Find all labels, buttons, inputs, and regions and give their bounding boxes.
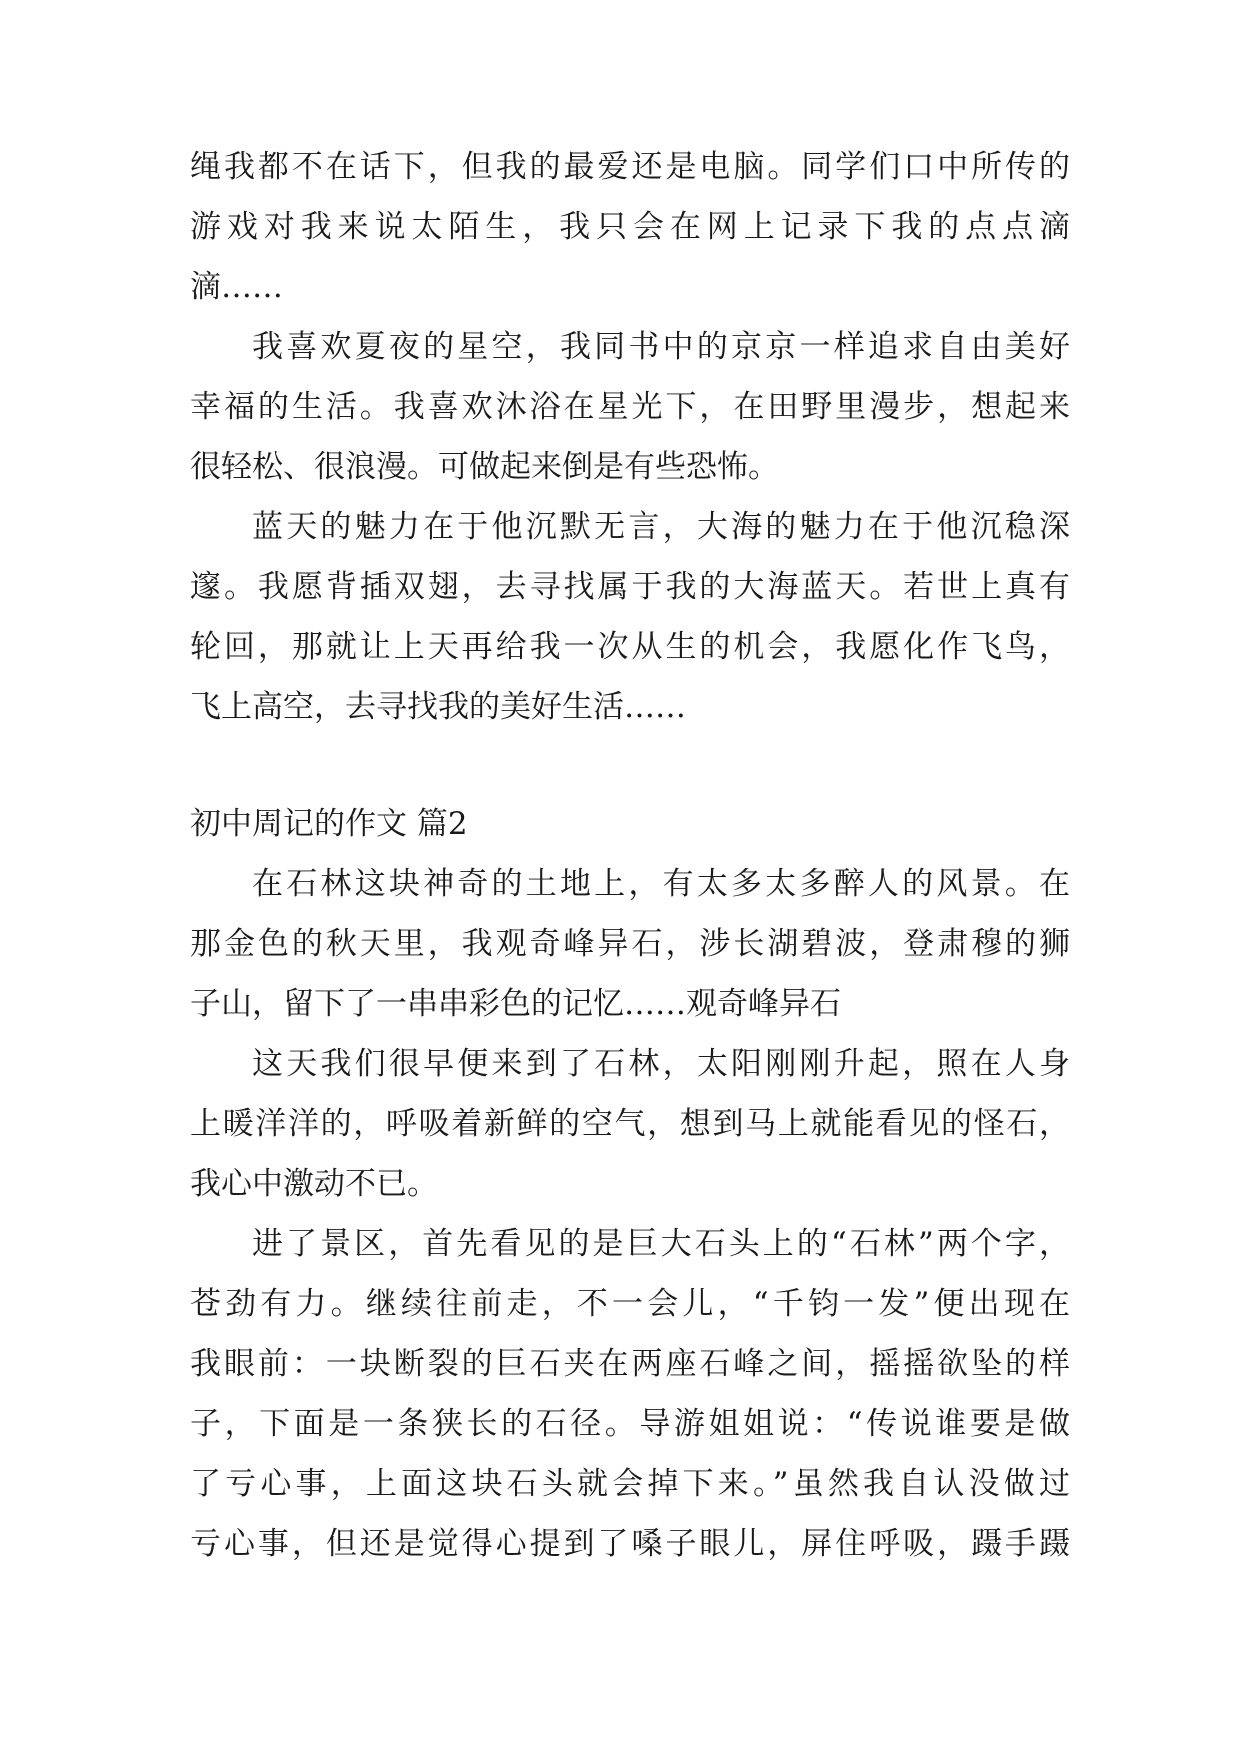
paragraph-line: 邃。我愿背插双翅，去寻找属于我的大海蓝天。若世上真有: [190, 569, 1070, 605]
paragraph-line: 我眼前：一块断裂的巨石夹在两座石峰之间，摇摇欲坠的样: [190, 1346, 1070, 1382]
paragraph-line: 上暖洋洋的，呼吸着新鲜的空气，想到马上就能看见的怪石，: [190, 1106, 1070, 1142]
paragraph-line: 幸福的生活。我喜欢沐浴在星光下，在田野里漫步，想起来: [190, 389, 1070, 425]
paragraph-line: 亏心事，但还是觉得心提到了嗓子眼儿，屏住呼吸，蹑手蹑: [190, 1526, 1070, 1562]
paragraph-line: 蓝天的魅力在于他沉默无言，大海的魅力在于他沉稳深: [252, 509, 1070, 545]
paragraph-line: 游戏对我来说太陌生，我只会在网上记录下我的点点滴: [190, 209, 1070, 245]
paragraph-line: 飞上高空，去寻找我的美好生活……: [190, 689, 686, 725]
bottom-text-block: [190, 854, 1070, 1574]
paragraph-line: 我喜欢夏夜的星空，我同书中的京京一样追求自由美好: [252, 329, 1070, 365]
paragraph-line: 滴……: [190, 269, 283, 305]
paragraph-line: 这天我们很早便来到了石林，太阳刚刚升起，照在人身: [252, 1046, 1070, 1082]
paragraph-line: 子，下面是一条狭长的石径。导游姐姐说：“传说谁要是做: [190, 1406, 1070, 1442]
paragraph-line: 那金色的秋天里，我观奇峰异石，涉长湖碧波，登肃穆的狮: [190, 926, 1070, 962]
paragraph-line: 在石林这块神奇的土地上，有太多太多醉人的风景。在: [252, 866, 1070, 902]
paragraph-line: 苍劲有力。继续往前走，不一会儿，“千钧一发”便出现在: [190, 1286, 1070, 1322]
paragraph-line: 子山，留下了一串串彩色的记忆……观奇峰异石: [190, 986, 841, 1022]
paragraph-line: 我心中激动不已。: [190, 1166, 438, 1202]
section-heading: 初中周记的作文 篇2: [190, 806, 468, 842]
paragraph-line: 进了景区，首先看见的是巨大石头上的“石林”两个字，: [252, 1226, 1070, 1262]
paragraph-line: 了亏心事，上面这块石头就会掉下来。”虽然我自认没做过: [190, 1466, 1070, 1502]
top-text-block: [190, 137, 1070, 737]
paragraph-line: 很轻松、很浪漫。可做起来倒是有些恐怖。: [190, 449, 779, 485]
paragraph-line: 轮回，那就让上天再给我一次从生的机会，我愿化作飞鸟，: [190, 629, 1070, 665]
paragraph-line: 绳我都不在话下，但我的最爱还是电脑。同学们口中所传的: [190, 149, 1070, 185]
